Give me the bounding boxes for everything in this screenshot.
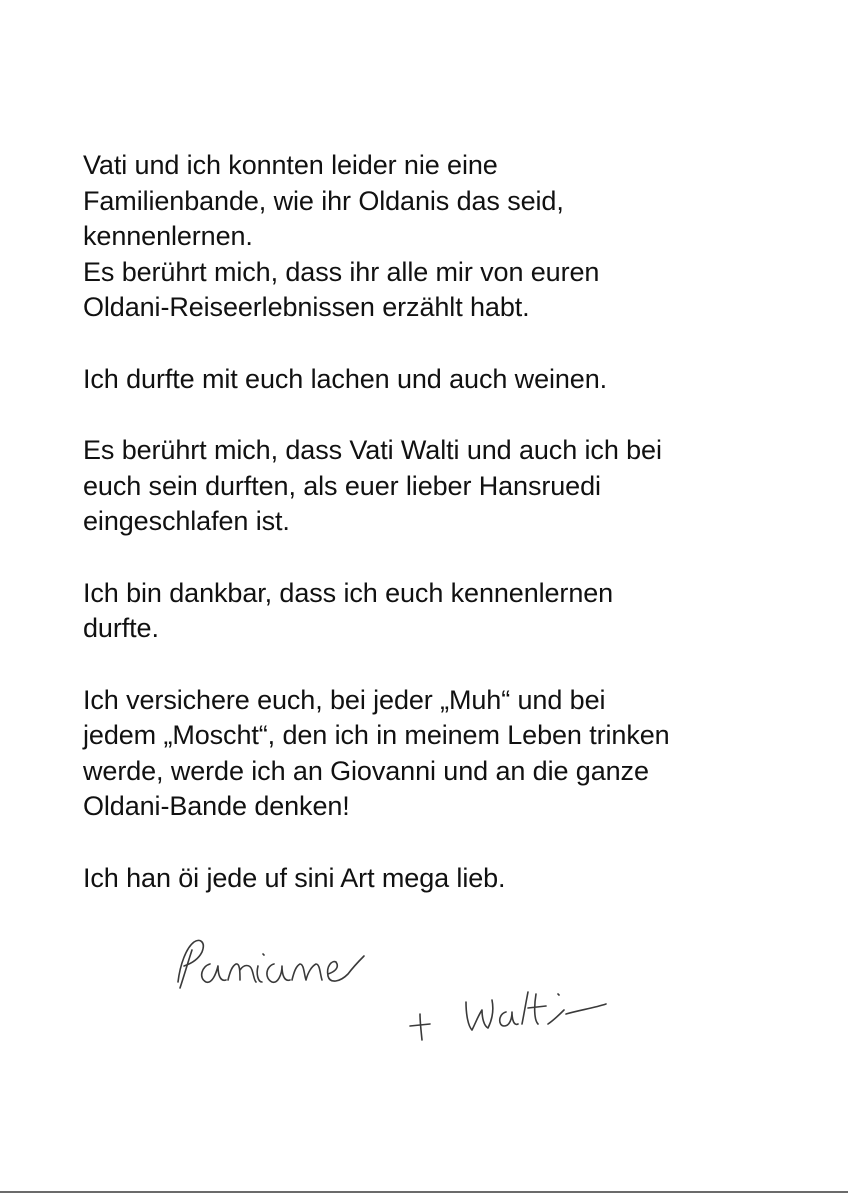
- text-line: Familienbande, wie ihr Oldanis das seid,: [83, 185, 564, 216]
- text-line: kennenlernen.: [83, 221, 253, 251]
- text-line: werde, werde ich an Giovanni und an die ganze: [83, 755, 649, 786]
- text-line: Es berührt mich, dass ihr alle mir von euren: [83, 256, 600, 287]
- paragraph-hansruedi: [83, 433, 803, 540]
- text-line: durfte.: [83, 613, 159, 643]
- text-line: eingeschlafen ist.: [83, 506, 290, 536]
- paragraph-laughing: [83, 362, 803, 398]
- paragraph-intro: [83, 148, 803, 326]
- text-line: Ich han öi jede uf sini Art mega lieb.: [83, 862, 506, 893]
- paragraph-promise: [83, 683, 803, 825]
- paragraph-closing: [83, 861, 803, 897]
- text-line: jedem „Moscht“, den ich in meinem Leben trinken: [83, 720, 670, 750]
- text-line: Oldani-Reiseerlebnissen erzählt habt.: [83, 292, 530, 322]
- page-bottom-edge: [0, 1191, 848, 1193]
- text-line: Oldani-Bande denken!: [83, 791, 350, 821]
- text-line: Ich durfte mit euch lachen und auch weinen.: [83, 363, 608, 394]
- text-line: Ich versichere euch, bei jeder „Muh“ und bei: [83, 684, 606, 715]
- text-line: euch sein durften, als euer lieber Hansruedi: [83, 470, 601, 501]
- paragraph-thankful: [83, 576, 803, 647]
- signature-walti: [410, 992, 606, 1040]
- handwritten-signature: [170, 930, 630, 1050]
- signature-marianne: [178, 940, 364, 988]
- text-line: Vati und ich konnten leider nie eine: [83, 150, 498, 180]
- letter-body: [83, 148, 803, 932]
- text-line: Ich bin dankbar, dass ich euch kennenlernen: [83, 577, 614, 608]
- text-line: Es berührt mich, dass Vati Walti und auch ich bei: [83, 435, 662, 465]
